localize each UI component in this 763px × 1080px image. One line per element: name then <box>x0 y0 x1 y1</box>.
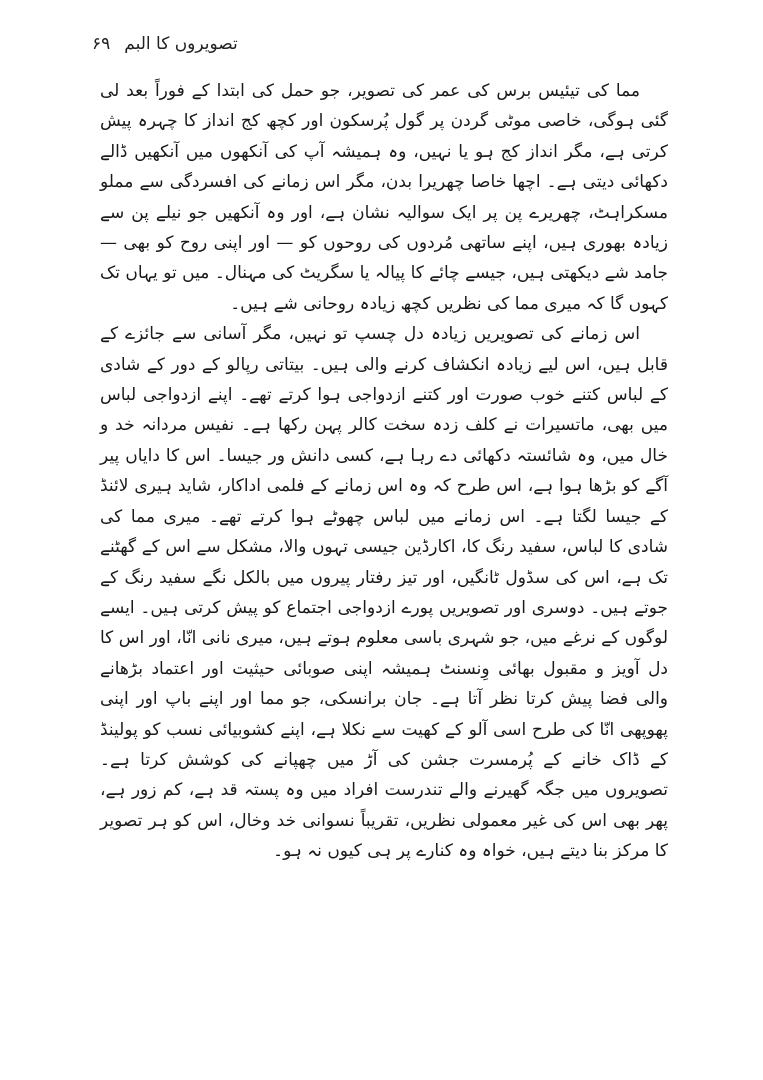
body-text <box>100 76 668 867</box>
paragraph: مما کی تیئیس برس کی عمر کی تصویر، جو حمل کی ابتدا کے فوراً بعد لی گئی ہوگی، خاصی موٹی گردن پر گول پُرسکون اور کچھ کج انداز کا چہرہ پیش کرتی ہے، مگر انداز کج ہو یا نہیں، وہ ہمیشہ آپ کی آنکھوں میں آنکھیں ڈالے دکھائی دیتی ہے۔ اچھا خاصا چھریرا بدن، مگر اس زمانے کی افسردگی سے مملو مسکراہٹ، چھریرے پن پر ایک سوالیہ نشان ہے، اور وہ آنکھیں جو نیلے پن سے زیادہ بھوری ہیں، اپنے ساتھی مُردوں کی روحوں کو — اور اپنی روح کو بھی — جامد شے دیکھتی ہیں، جیسے چائے کا پیالہ یا سگریٹ کی مہنال۔ میں تو یہاں تک کہوں گا کہ میری مما کی نظریں کچھ زیادہ روحانی شے ہیں۔ <box>100 81 668 314</box>
paragraph: اس زمانے کی تصویریں زیادہ دل چسپ تو نہیں، مگر آسانی سے جائزے کے قابل ہیں، اس لیے زیادہ انکشاف کرنے والی ہیں۔ بیتاتی رپالو کے دور کے شادی کے لباس کتنے خوب صورت اور کتنے ازدواجی ہوا کرتے تھے۔ اپنے ازدواجی لباس میں بھی، ماتسیرات نے کلف زدہ سخت کالر پہن رکھا ہے۔ نفیس مردانہ خد و خال میں، وہ شائستہ دکھائی دے رہا ہے، کسی دانش ور جیسا۔ اس کا دایاں پیر آگے کو بڑھا ہوا ہے، اس طرح کہ وہ اس زمانے کے فلمی اداکار، شاید ہیری لائنڈ کے جیسا لگتا ہے۔ اس زمانے میں لباس چھوٹے ہوا کرتے تھے۔ میری مما کی شادی کا لباس، سفید رنگ کا، اکارڈین جیسی تہوں والا، مشکل سے اس کے گھٹنے تک ہے، اس کی سڈول ٹانگیں، اور تیز رفتار پیروں میں بالکل نگے سفید رنگ کے جوتے ہیں۔ دوسری اور تصویریں پورے ازدواجی اجتماع کو پیش کرتی ہیں۔ ایسے لوگوں کے نرغے میں، جو شہری باسی معلوم ہوتے ہیں، میری نانی انّا، اور اس کا دل آویز و مقبول بھائی وِنسنٹ ہمیشہ اپنی صوبائی حیثیت اور اعتماد بڑھانے والی فضا پیش کرتا نظر آتا ہے۔ جان برانسکی، جو مما اور اپنے باپ اور اپنی پھوپھی انّا کی طرح اسی آلو کے کھیت سے نکلا ہے، اپنے کشوبیائی نسب کو پولینڈ کے ڈاک خانے کے پُرمسرت جشن کی آڑ میں چھپانے کی کوشش کرتا ہے۔ تصویروں میں جگہ گھیرنے والے تندرست افراد میں وہ پستہ قد ہے، کم زور ہے، پھر بھی اس کی غیر معمولی نظریں، تقریباً نسوانی خد وخال، اس کو ہر تصویر کا مرکز بنا دیتے ہیں، خواہ وہ کنارے پر ہی کیوں نہ ہو۔ <box>100 324 668 862</box>
page-number: ۶۹ <box>92 34 111 54</box>
running-header <box>92 34 292 54</box>
book-title: تصویروں کا البم <box>124 34 238 54</box>
